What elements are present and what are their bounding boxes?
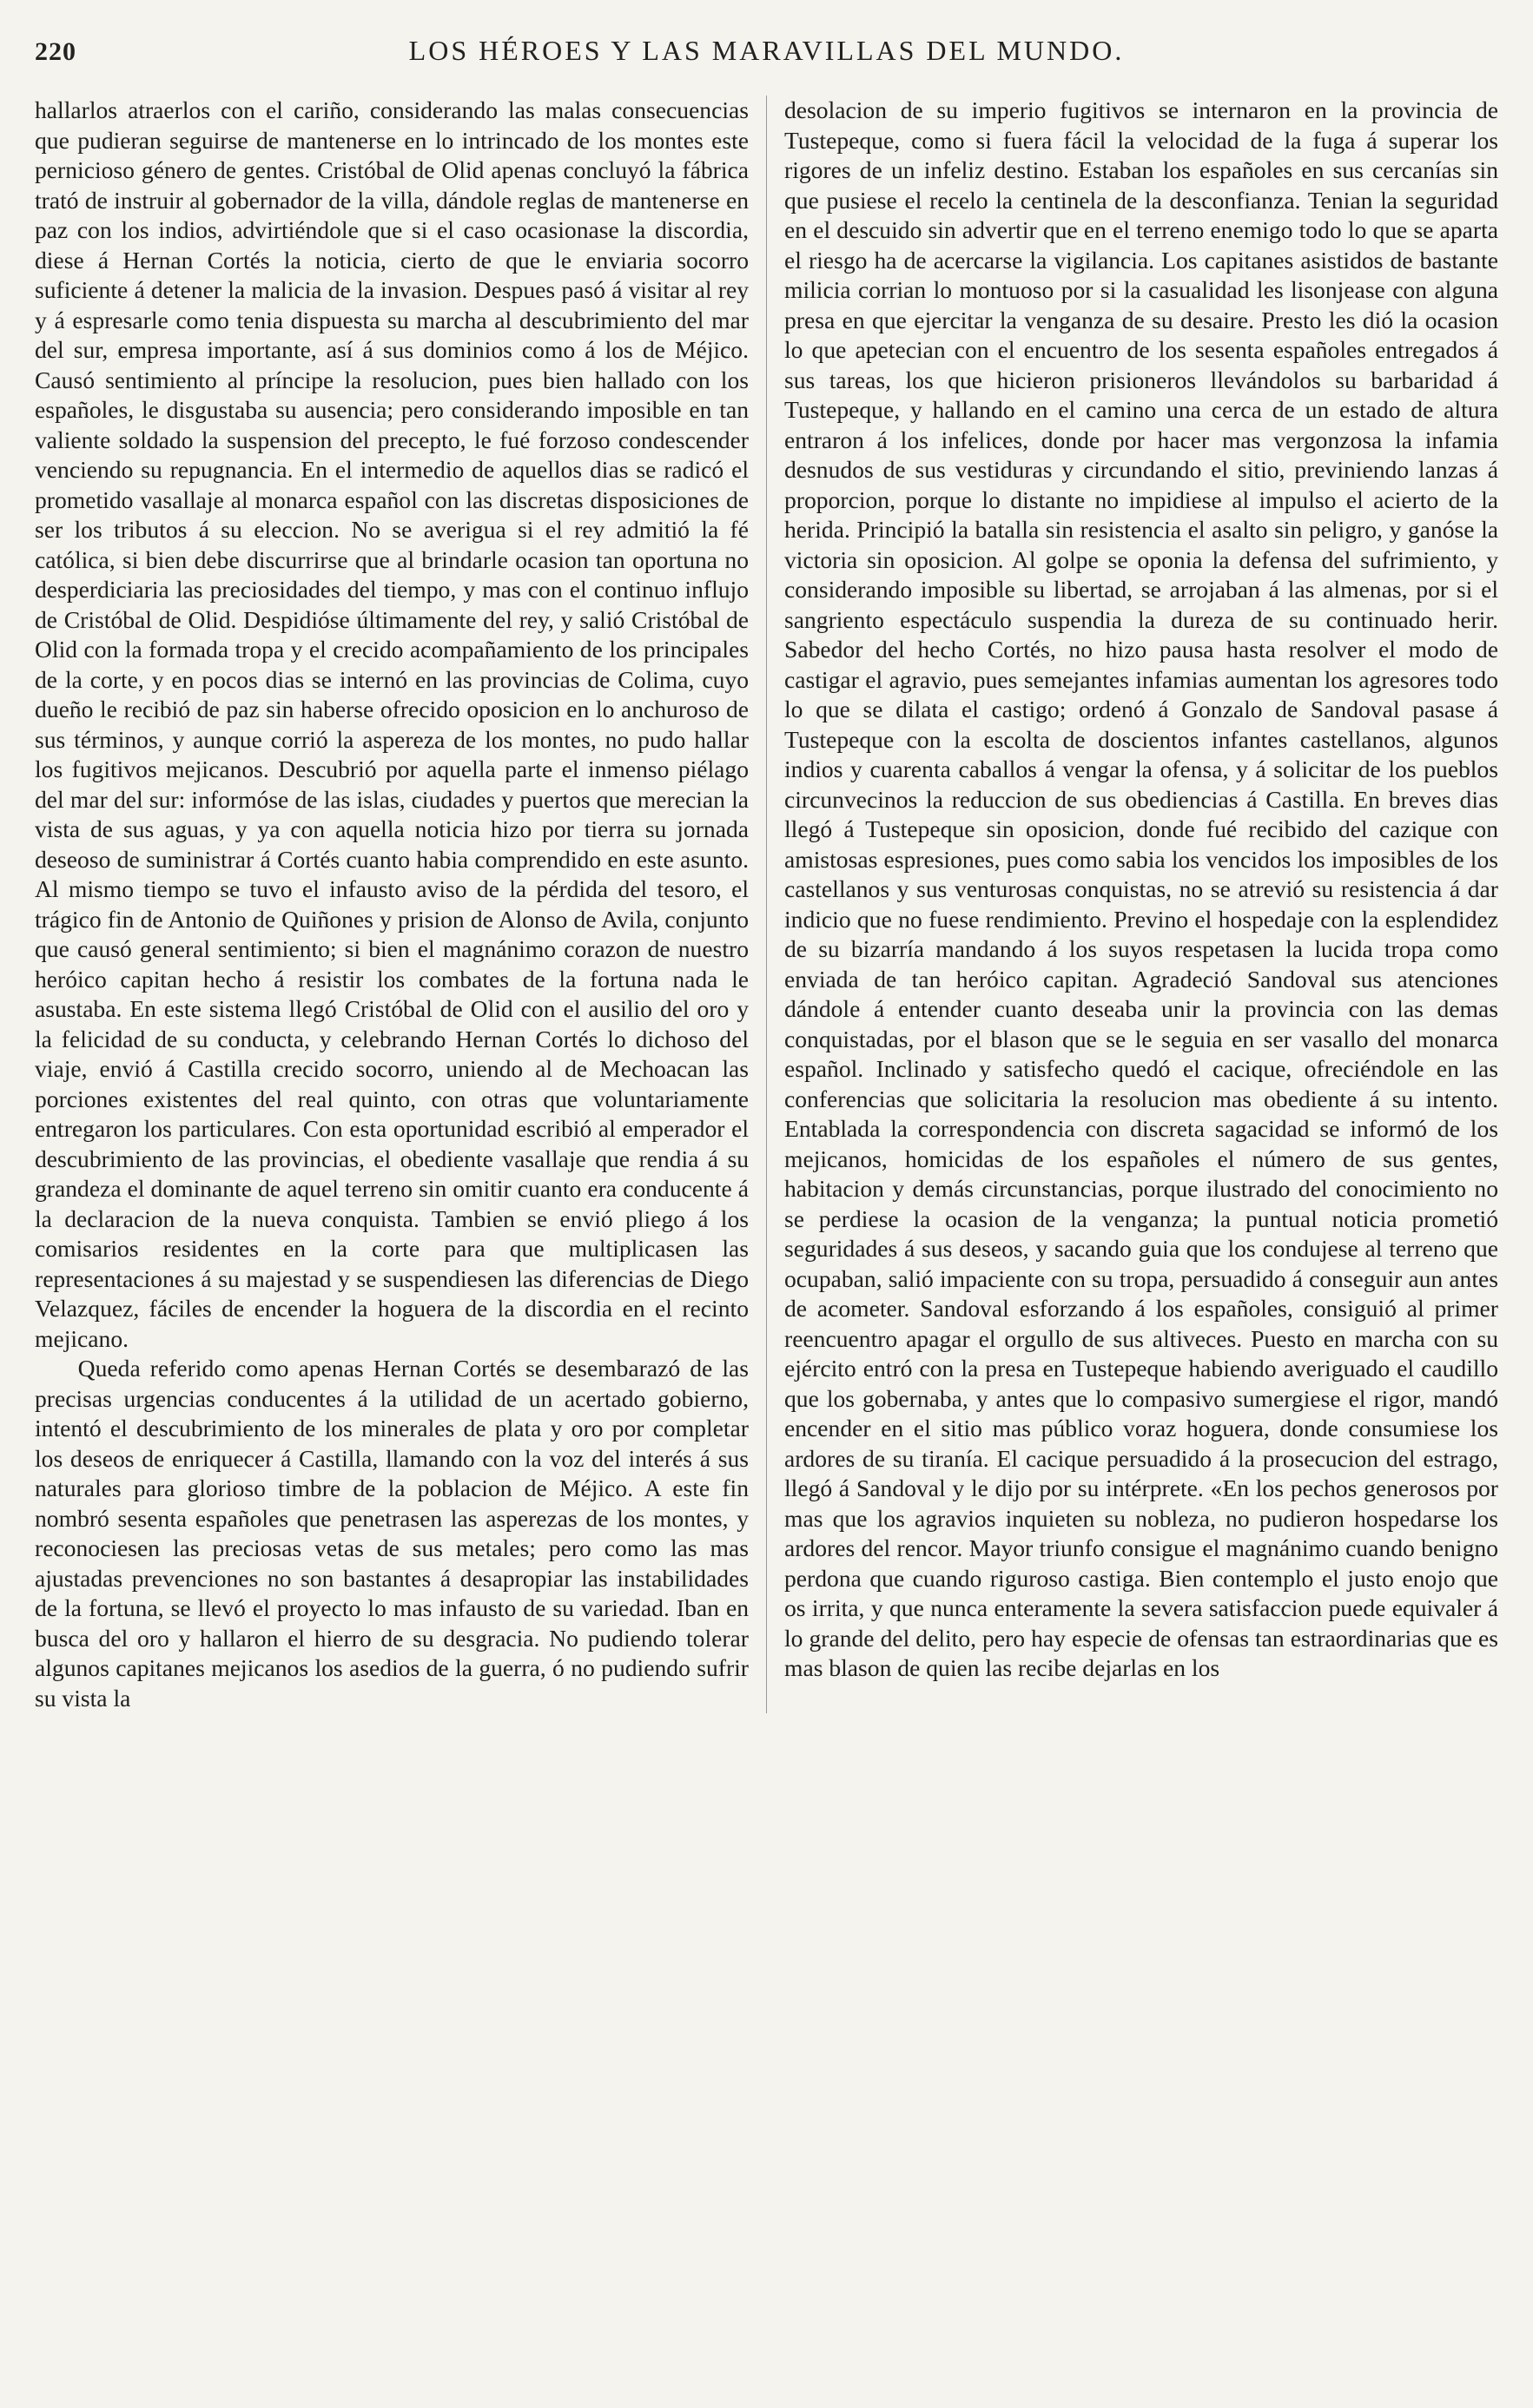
paragraph: desolacion de su imperio fugitivos se internaron en la provincia de Tustepeque, como si fuera fácil la velocidad de la fuga á superar los rigores de un infeliz destino. Estaban los españoles en sus cercanías sin que pusiese el recelo la centinela de la desconfianza. Tenian la seguridad en el descuido sin advertir que en el terreno enemigo todo lo que se aparta el riesgo ha de acercarse la vigilancia. Los capitanes asistidos de bastante milicia corrian lo montuoso por si la casualidad les lisonjease con alguna presa en que ejercitar la venganza de su desaire. Presto les dió la ocasion lo que apetecian con el encuentro de los sesenta españoles entregados á sus tareas, los que hicieron prisioneros llevándolos su barbaridad á Tustepeque, y hallando en el camino una cerca de un estado de altura entraron á los infelices, donde por hacer mas vergonzosa la infamia desnudos de sus vestiduras y circundando el sitio, previniendo lanzas á proporcion, porque lo distante no impidiese al impulso el acierto de la herida. Principió la batalla sin resistencia el asalto sin peligro, y ganóse la victoria sin oposicion. Al golpe se oponia la defensa del sufrimiento, y considerando imposible su libertad, se arrojaban á las almenas, por si el sangriento espectáculo suspendia la dureza de su continuado herir. Sabedor del hecho Cortés, no hizo pausa hasta resolver el modo de castigar el agravio, pues semejantes infamias aumentan los agresores todo lo que se dilata el castigo; ordenó á Gonzalo de Sandoval pasase á Tustepeque con la escolta de doscientos infantes castellanos, algunos indios y cuarenta caballos á vengar la ofensa, y á solicitar de los pueblos circunvecinos la reduccion de sus obediencias á Castilla. En breves dias llegó á Tustepeque sin oposicion, donde fué recibido del cazique con amistosas espresiones, pues como sabia los vencidos los imposibles de los castellanos y sus venturosas conquistas, no se atrevió su resistencia á dar indicio que no fuese rendimiento. Previno el hospedaje con la esplendidez de su bizarría mandando á los suyos respetasen la lucida tropa como enviada de tan heróico capitan. Agradeció Sandoval sus atenciones dándole á entender cuanto deseaba unir la provincia con las demas conquistadas, por el blason que se le seguia en ser vasallo del monarca español. Inclinado y satisfecho quedó el cacique, ofreciéndole en las conferencias que solicitaria la resolucion mas obediente á su intento. Entablada la correspondencia con discreta sagacidad se informó de los mejicanos, homicidas de los españoles el número de sus gentes, habitacion y demás circunstancias, porque ilustrado del conocimiento no se perdiese la ocasion de la venganza; la puntual noticia prometió seguridades á sus deseos, y sacando guia que los condujese al terreno que ocupaban, salió impaciente con su tropa, persuadido á conseguir aun antes de acometer. Sandoval esforzando á los españoles, consiguió al primer reencuentro apagar el orgullo de sus altiveces. Puesto en marcha con su ejército entró con la presa en Tustepeque habiendo averiguado el caudillo que los gobernaba, y antes que lo compasivo sumergiese el rigor, mandó encender en el sitio mas público voraz hoguera, donde consumiese los ardores de su tiranía. El cacique persuadido á la prosecucion del estrago, llegó á Sandoval y le dijo por su intérprete. «En los pechos generosos por mas que los agravios inquieten su nobleza, no pudieron hospedarse los ardores del rencor. Mayor triunfo consigue el magnánimo cuando benigno perdona que cuando riguroso castiga. Bien contemplo el justo enojo que os irrita, y que nunca enteramente la severa satisfaccion puede equivaler á lo grande del delito, pero hay especie de ofensas tan estraordinarias que es mas blason de quien las recibe dejarlas en los — [784, 96, 1498, 1681]
page-header — [35, 35, 1498, 87]
page-number: 220 — [35, 37, 76, 66]
paragraph: hallarlos atraerlos con el cariño, considerando las malas consecuencias que pudieran seguirse de mantenerse en lo intrincado de los montes este pernicioso género de gentes. Cristóbal de Olid apenas concluyó la fábrica trató de instruir al gobernador de la villa, dándole reglas de mantenerse en paz con los indios, advirtiéndole que si el caso ocasionase la discordia, diese á Hernan Cortés la noticia, cierto de que le enviaria socorro suficiente á detener la malicia de la invasion. Despues pasó á visitar al rey y á espresarle como tenia dispuesta su marcha al descubrimiento del mar del sur, empresa importante, así á sus dominios como á los de Méjico. Causó sentimiento al príncipe la resolucion, pues bien hallado con los españoles, le disgustaba su ausencia; pero considerando imposible en tan valiente soldado la suspension del precepto, le fué forzoso condescender venciendo su repugnancia. En el intermedio de aquellos dias se radicó el prometido vasallaje al monarca español con las discretas disposiciones de ser los tributos á su eleccion. No se averigua si el rey admitió la fé católica, si bien debe discurrirse que al brindarle ocasion tan oportuna no desperdiciaria las preciosidades del tiempo, y mas con el continuo influjo de Cristóbal de Olid. Despidióse últimamente del rey, y salió Cristóbal de Olid con la formada tropa y el crecido acompañamiento de los principales de la corte, y en pocos dias se internó en las provincias de Colima, cuyo dueño le recibió de paz sin haberse ofrecido oposicion en lo anchuroso de sus términos, y aunque corrió la aspereza de los montes, no pudo hallar los fugitivos mejicanos. Descubrió por aquella parte el inmenso piélago del mar del sur: informóse de las islas, ciudades y puertos que merecian la vista de sus aguas, y ya con aquella noticia hizo por tierra su jornada deseoso de suministrar á Cortés cuanto habia comprendido en este asunto. Al mismo tiempo se tuvo el infausto aviso de la pérdida del tesoro, el trágico fin de Antonio de Quiñones y prision de Alonso de Avila, conjunto que causó general sentimiento; si bien el magnánimo corazon de nuestro heróico capitan hecho á resistir los combates de la fortuna nada le asustaba. En este sistema llegó Cristóbal de Olid con el ausilio del oro y la felicidad de su conducta, y celebrando Hernan Cortés lo dichoso del viaje, envió á Castilla crecido socorro, uniendo al de Mechoacan las porciones existentes del real quinto, con otras que voluntariamente entregaron los particulares. Con esta oportunidad escribió al emperador el descubrimiento de las provincias, el obediente vasallaje que rendia á su grandeza el dominante de aquel terreno sin omitir cuanto era conducente á la declaracion de la nueva conquista. Tambien se envió pliego á los comisarios residentes en la corte para que multiplicasen las representaciones á su majestad y se suspendiesen las diferencias de Diego Velazquez, fáciles de encender la hoguera de la discordia en el recinto mejicano. — [35, 96, 749, 1352]
right-column — [766, 96, 1498, 1713]
running-title: LOS HÉROES Y LAS MARAVILLAS DEL MUNDO. — [408, 35, 1125, 66]
left-column — [35, 96, 749, 1713]
text-columns — [35, 96, 1498, 1713]
paragraph: Queda referido como apenas Hernan Cortés se desembarazó de las precisas urgencias conducentes á la utilidad de un acertado gobierno, intentó el descubrimiento de los minerales de plata y oro por completar los deseos de enriquecer á Castilla, llamando con la voz del interés á sus naturales para glorioso timbre de la poblacion de Méjico. A este fin nombró sesenta españoles que penetrasen las asperezas de los montes, y reconociesen las preciosas vetas de sus metales; pero como las mas ajustadas prevenciones no son bastantes á desapropiar las instabilidades de la fortuna, se llevó el proyecto lo mas infausto de su variedad. Iban en busca del oro y hallaron el hierro de su desgracia. No pudiendo tolerar algunos capitanes mejicanos los asedios de la guerra, ó no pudiendo sufrir su vista la — [35, 1355, 749, 1712]
